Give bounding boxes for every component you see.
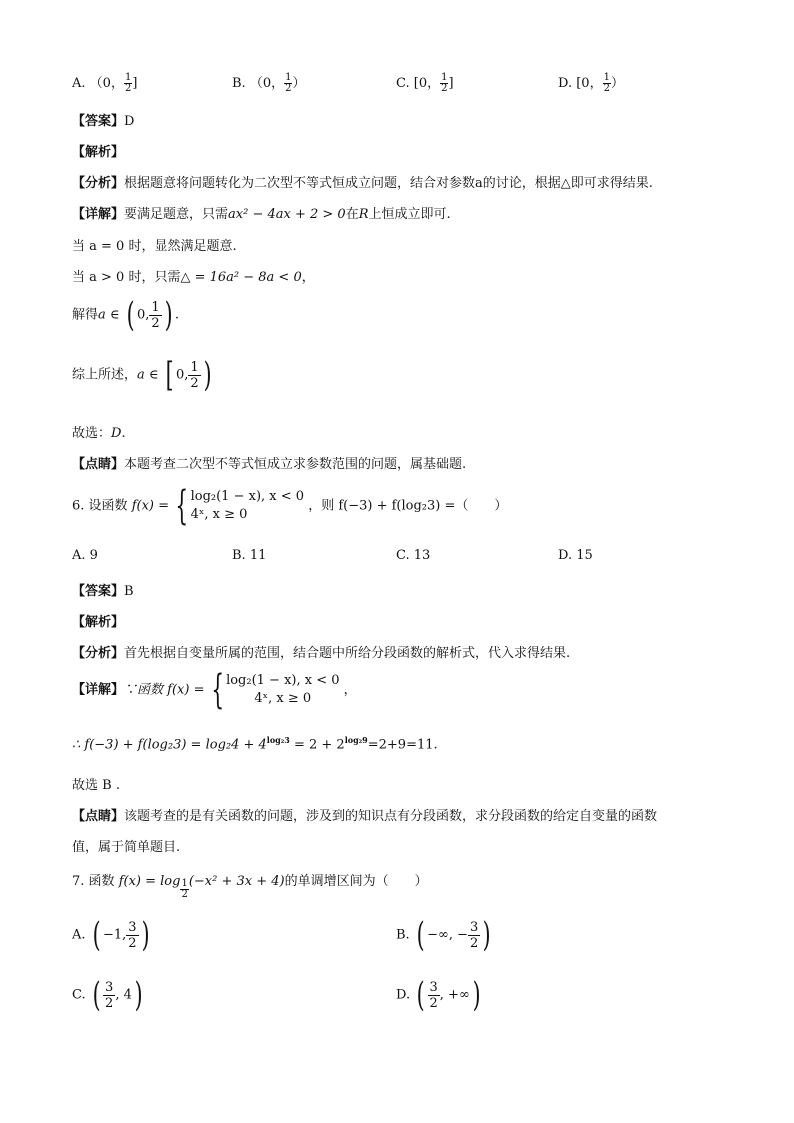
q5-analysis-tag: 【解析】 <box>72 145 125 160</box>
q5-solve: 解得a ∈ ( 0, $\frac{1}{2}$ ) . <box>72 295 180 335</box>
q6-option-c: C. 13 <box>396 548 431 563</box>
q6-fenxi: 【分析】首先根据自变量所属的范围，结合题中所给分段函数的解析式，代入求得结果. <box>72 646 571 661</box>
q5-fenxi: 【分析】根据题意将问题转化为二次型不等式恒成立问题，结合对参数a的讨论，根据△即可求得结果. <box>72 176 653 191</box>
q6-dianjing-2: 值，属于简单题目. <box>72 840 181 855</box>
fraction: $\frac{1}{2}$ <box>124 72 132 94</box>
q5-summary: 综上所述，a ∈ [ 0, $\frac{1}{2}$ ) <box>72 355 212 395</box>
q7-option-d: D. ( $\frac{3}{2}$ , +∞) <box>396 975 481 1015</box>
q6-analysis-tag: 【解析】 <box>72 615 125 630</box>
q5-choose: 故选：D. <box>72 426 126 441</box>
q6-choose: 故选 B . <box>72 778 120 793</box>
q5-dianjing: 【点睛】本题考查二次型不等式恒成立求参数范围的问题，属基础题. <box>72 457 467 472</box>
q6-option-d: D. 15 <box>558 548 593 563</box>
q6-stem: 6. 设函数 f(x) = { log₂(1 − x), x < 0 4ˣ, x ≥ 0 ，则 f(−3) + f(log₂3) =（ ） <box>72 483 508 529</box>
q6-xiangjie: 【详解】∵函数 f(x) = { log₂(1 − x), x < 0 4ˣ, x ≥ 0 ， <box>72 667 357 713</box>
q7-option-a: A. ( −1, $\frac{3}{2}$ ) <box>72 915 150 955</box>
q5-xiangjie: 【详解】要满足题意，只需ax² − 4ax + 2 > 0在R上恒成立即可. <box>72 207 451 222</box>
q6-answer: 【答案】B <box>72 584 134 599</box>
q5-answer: 【答案】D <box>72 114 135 129</box>
q7-option-b: B. ( −∞, − $\frac{3}{2}$ ) <box>396 915 491 955</box>
q6-calc: ∴ $f(-3) + f(\log_23) = \log_24 + 4^{log_23} = 2 + 2^{log_29}=2+9=11$. <box>72 735 438 753</box>
q5-option-c: C. [0， $\frac{1}{2}$ ] <box>396 72 454 94</box>
q5-option-a: A. （0， $\frac{1}{2}$ ] <box>72 72 138 94</box>
q6-option-b: B. 11 <box>232 548 267 563</box>
q6-dianjing-1: 【点睛】该题考查的是有关函数的问题，涉及到的知识点有分段函数，求分段函数的给定自变量的函数 <box>72 809 658 824</box>
q7-option-c: C. ( $\frac{3}{2}$ , 4) <box>72 975 143 1015</box>
q5-case1: 当 a = 0 时，显然满足题意. <box>72 239 237 254</box>
q7-stem: 7. 函数 f(x) = log $\frac{1}{2}$ (−x² + 3x + 4)的单调增区间为（ ） <box>72 874 428 900</box>
q5-option-d: D. [0， $\frac{1}{2}$ ） <box>558 72 624 94</box>
q6-option-a: A. 9 <box>72 548 98 563</box>
q5-option-b: B. （0， $\frac{1}{2}$ ） <box>232 72 306 94</box>
q5-case2: 当 a > 0 时，只需△ = 16a² − 8a < 0， <box>72 270 315 285</box>
